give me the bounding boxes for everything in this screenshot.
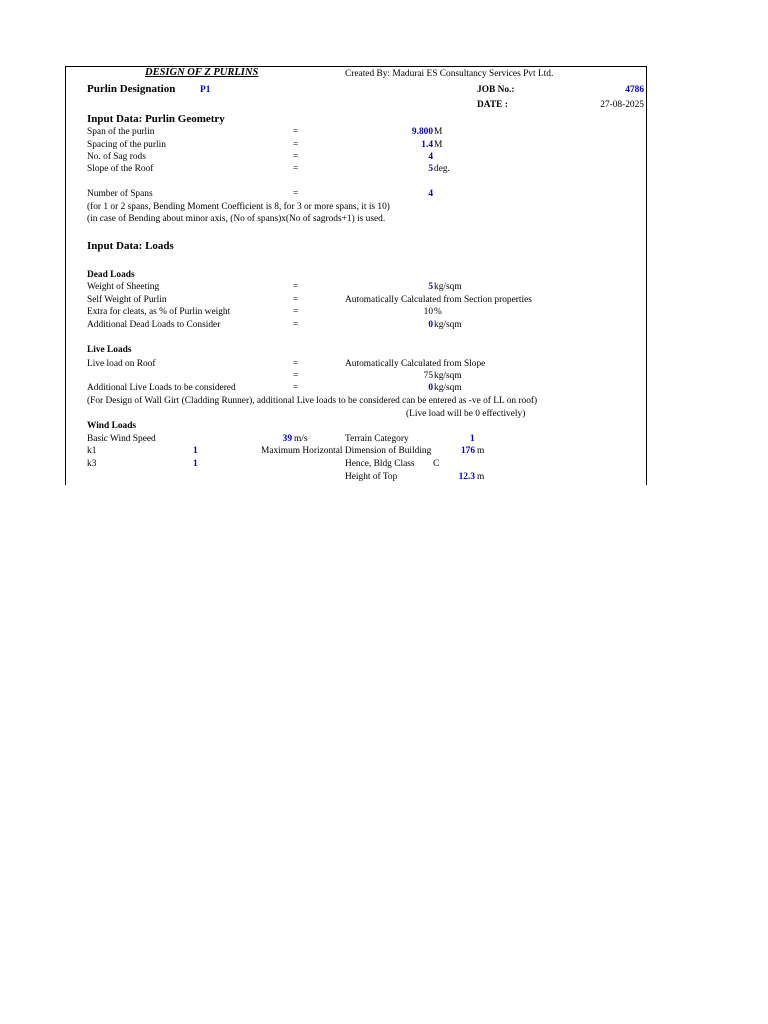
sheeting-label: Weight of Sheeting <box>87 282 160 292</box>
created-by: Created By: Madurai ES Consultancy Services Pvt Ltd. <box>345 69 554 79</box>
bldg-class-value: C <box>433 459 440 469</box>
sag-rods-value[interactable]: 4 <box>428 152 433 162</box>
wall-girt-note: (For Design of Wall Girt (Cladding Runner), additional Live loads to be considered can be entered as -ve of LL on roof) <box>87 396 538 406</box>
equals-sign: = <box>293 383 299 393</box>
live-load-zero-note: (Live load will be 0 effectively) <box>406 409 526 419</box>
live-roof-label: Live load on Roof <box>87 359 156 369</box>
additional-live-unit: kg/sqm <box>434 383 462 393</box>
slope-label: Slope of the Roof <box>87 164 154 174</box>
wind-speed-value[interactable]: 39 <box>282 434 292 444</box>
equals-sign: = <box>293 295 299 305</box>
job-no-label: JOB No.: <box>477 85 515 95</box>
slope-unit: deg. <box>434 164 450 174</box>
equals-sign: = <box>293 152 299 162</box>
equals-sign: = <box>293 307 299 317</box>
wind-speed-unit: m/s <box>294 434 308 444</box>
equals-sign: = <box>293 127 299 137</box>
equals-sign: = <box>293 371 299 381</box>
wind-loads-heading: Wind Loads <box>87 421 137 431</box>
live-roof-value-2: 75 <box>423 371 433 381</box>
sheet-title: DESIGN OF Z PURLINS <box>145 67 259 78</box>
equals-sign: = <box>293 282 299 292</box>
loads-heading: Input Data: Loads <box>87 240 174 252</box>
equals-sign: = <box>293 320 299 330</box>
cleats-unit: % <box>434 307 442 317</box>
additional-dead-value[interactable]: 0 <box>428 320 433 330</box>
terrain-value[interactable]: 1 <box>470 434 475 444</box>
minor-axis-note: (in case of Bending about minor axis, (No of spans)x(No of sagrods+1) is used. <box>87 214 386 224</box>
date-value[interactable]: 27-08-2025 <box>600 100 644 110</box>
spans-label: Number of Spans <box>87 189 153 199</box>
slope-value[interactable]: 5 <box>428 164 433 174</box>
max-dimension-label: Maximum Horizontal Dimension of Building <box>261 446 432 456</box>
k1-value[interactable]: 1 <box>193 446 198 456</box>
spans-note: (for 1 or 2 spans, Bending Moment Coefficient is 8, for 3 or more spans, it is 10) <box>87 202 390 212</box>
k3-value[interactable]: 1 <box>193 459 198 469</box>
sheeting-unit: kg/sqm <box>434 282 462 292</box>
spacing-value[interactable]: 1.4 <box>421 140 433 150</box>
height-unit: m <box>477 472 485 482</box>
span-unit: M <box>434 127 443 137</box>
date-label: DATE : <box>477 100 508 110</box>
height-label: Height of Top <box>345 472 398 482</box>
equals-sign: = <box>293 189 299 199</box>
spacing-label: Spacing of the purlin <box>87 140 166 150</box>
geometry-heading: Input Data: Purlin Geometry <box>87 113 225 125</box>
sag-rods-label: No. of Sag rods <box>87 152 146 162</box>
k1-label: k1 <box>87 446 97 456</box>
wind-speed-label: Basic Wind Speed <box>87 434 156 444</box>
purlin-designation-value[interactable]: P1 <box>200 85 211 95</box>
equals-sign: = <box>293 164 299 174</box>
spacing-unit: M <box>434 140 443 150</box>
self-weight-label: Self Weight of Purlin <box>87 295 167 305</box>
equals-sign: = <box>293 140 299 150</box>
spans-value[interactable]: 4 <box>428 189 433 199</box>
terrain-label: Terrain Category <box>345 434 409 444</box>
cleats-label: Extra for cleats, as % of Purlin weight <box>87 307 231 317</box>
k3-label: k3 <box>87 459 97 469</box>
purlin-designation-label: Purlin Designation <box>87 83 176 95</box>
max-dimension-unit: m <box>477 446 485 456</box>
max-dimension-value[interactable]: 176 <box>460 446 475 456</box>
equals-sign: = <box>293 359 299 369</box>
job-no-value[interactable]: 4786 <box>625 85 644 95</box>
span-label: Span of the purlin <box>87 127 155 137</box>
additional-dead-unit: kg/sqm <box>434 320 462 330</box>
cleats-value[interactable]: 10 <box>423 307 433 317</box>
live-roof-value: Automatically Calculated from Slope <box>345 359 486 369</box>
sheeting-value[interactable]: 5 <box>428 282 433 292</box>
live-roof-unit: kg/sqm <box>434 371 462 381</box>
live-loads-heading: Live Loads <box>87 345 132 355</box>
additional-live-label: Additional Live Loads to be considered <box>87 383 236 393</box>
height-value[interactable]: 12.3 <box>458 472 475 482</box>
span-value[interactable]: 9.800 <box>411 127 433 137</box>
bldg-class-label: Hence, Bldg Class <box>345 459 415 469</box>
self-weight-value: Automatically Calculated from Section properties <box>345 295 532 305</box>
additional-live-value[interactable]: 0 <box>428 383 433 393</box>
dead-loads-heading: Dead Loads <box>87 270 135 280</box>
additional-dead-label: Additional Dead Loads to Consider <box>87 320 221 330</box>
